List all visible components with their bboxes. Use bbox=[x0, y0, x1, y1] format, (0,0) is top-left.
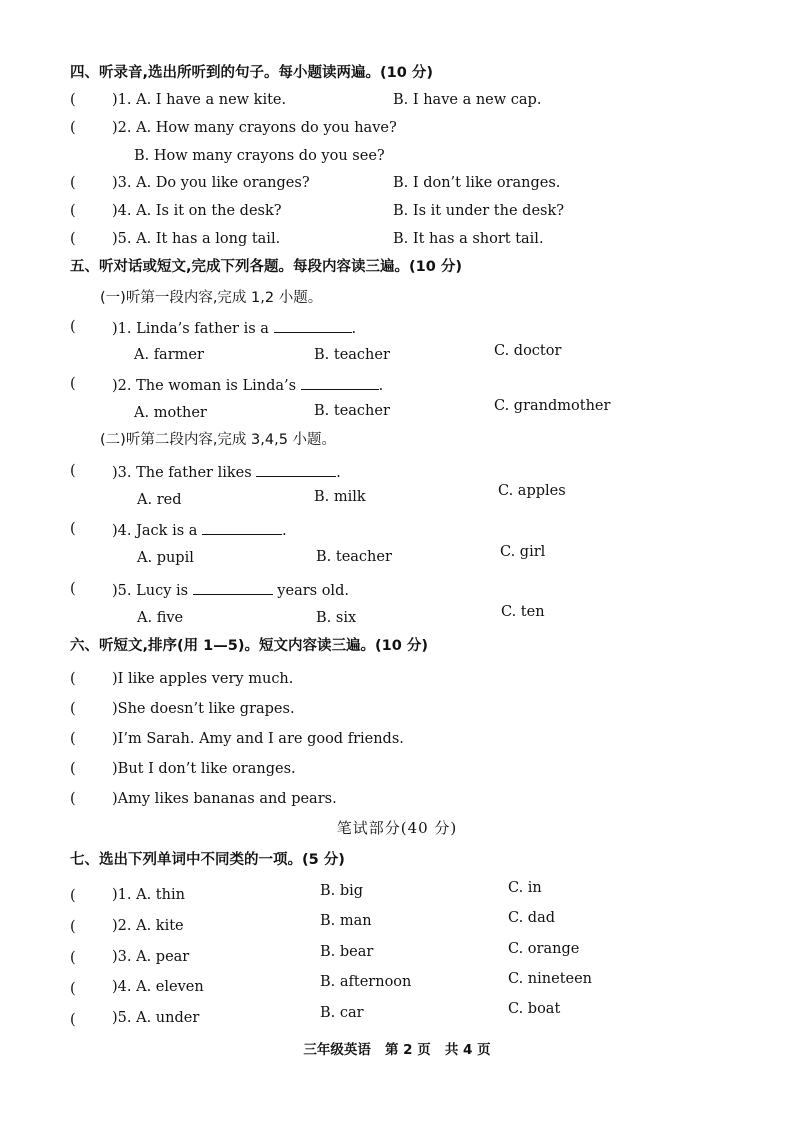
option-a: A. five bbox=[137, 610, 184, 626]
question-stem bbox=[112, 580, 349, 600]
option-c: C. orange bbox=[508, 941, 580, 957]
question-stem bbox=[112, 520, 287, 540]
option-a: )5. A. under bbox=[112, 1010, 200, 1026]
answer-paren: ( bbox=[70, 581, 76, 597]
option-b: B. bear bbox=[320, 944, 374, 960]
section-4-title: 四、听录音,选出所听到的句子。每小题读两遍。(10 分) bbox=[70, 65, 433, 81]
option-c: C. ten bbox=[501, 604, 545, 620]
option-a: A. mother bbox=[134, 405, 207, 421]
section-5-part-2: (二)听第二段内容,完成 3,4,5 小题。 bbox=[100, 432, 337, 448]
answer-paren: ( bbox=[70, 791, 76, 807]
question-stem bbox=[112, 375, 383, 395]
question-stem-text: )5. Lucy is bbox=[112, 583, 189, 599]
option-c: C. boat bbox=[508, 1001, 561, 1017]
option-a: )3. A. pear bbox=[112, 949, 190, 965]
section-5-title: 五、听对话或短文,完成下列各题。每段内容读三遍。(10 分) bbox=[70, 259, 462, 275]
option-b: B. afternoon bbox=[320, 974, 412, 990]
page-footer: 三年级英语 第 2 页 共 4 页 bbox=[303, 1042, 491, 1058]
question-option-b: B. Is it under the desk? bbox=[393, 203, 565, 219]
option-a: )2. A. kite bbox=[112, 918, 184, 934]
option-c: C. apples bbox=[498, 483, 566, 499]
option-a: A. red bbox=[137, 492, 182, 508]
written-part-heading: 笔试部分(40 分) bbox=[336, 819, 458, 837]
question-option-b: B. I don’t like oranges. bbox=[393, 175, 561, 191]
answer-paren: ( bbox=[70, 463, 76, 479]
option-c: C. girl bbox=[500, 544, 546, 560]
option-b: B. teacher bbox=[316, 549, 392, 565]
question-option-b: B. I have a new cap. bbox=[393, 92, 542, 108]
question-option-b: B. It has a short tail. bbox=[393, 231, 544, 247]
option-a: )4. A. eleven bbox=[112, 979, 204, 995]
answer-paren: ( bbox=[70, 175, 76, 191]
answer-paren: ( bbox=[70, 919, 76, 935]
answer-paren: ( bbox=[70, 950, 76, 966]
option-c: C. nineteen bbox=[508, 971, 593, 987]
option-a: A. farmer bbox=[134, 347, 204, 363]
question-stem bbox=[112, 462, 341, 482]
option-c: C. doctor bbox=[494, 343, 562, 359]
answer-paren: ( bbox=[70, 231, 76, 247]
option-c: C. dad bbox=[508, 910, 556, 926]
option-a: A. pupil bbox=[137, 550, 194, 566]
question-option-a: )5. A. It has a long tail. bbox=[112, 231, 281, 247]
answer-blank[interactable] bbox=[301, 375, 379, 390]
answer-paren: ( bbox=[70, 701, 76, 717]
option-b: B. car bbox=[320, 1005, 364, 1021]
question-stem-end: . bbox=[351, 321, 357, 337]
question-option-a: )2. A. How many crayons do you have? bbox=[112, 120, 397, 136]
option-c: C. grandmother bbox=[494, 398, 611, 414]
option-c: C. in bbox=[508, 880, 542, 896]
section-6-title: 六、听短文,排序(用 1—5)。短文内容读三遍。(10 分) bbox=[70, 638, 428, 654]
answer-paren: ( bbox=[70, 521, 76, 537]
answer-blank[interactable] bbox=[193, 580, 273, 595]
sentence: )But I don’t like oranges. bbox=[112, 761, 296, 777]
option-a: )1. A. thin bbox=[112, 887, 185, 903]
question-option-a: )3. A. Do you like oranges? bbox=[112, 175, 310, 191]
answer-paren: ( bbox=[70, 731, 76, 747]
answer-blank[interactable] bbox=[256, 462, 336, 477]
answer-paren: ( bbox=[70, 761, 76, 777]
answer-paren: ( bbox=[70, 981, 76, 997]
question-option-a: )1. A. I have a new kite. bbox=[112, 92, 287, 108]
option-b: B. milk bbox=[314, 489, 366, 505]
question-stem-text: )3. The father likes bbox=[112, 465, 252, 481]
sentence: )Amy likes bananas and pears. bbox=[112, 791, 337, 807]
answer-paren: ( bbox=[70, 671, 76, 687]
answer-paren: ( bbox=[70, 203, 76, 219]
question-option-a: )4. A. Is it on the desk? bbox=[112, 203, 282, 219]
answer-blank[interactable] bbox=[202, 520, 282, 535]
question-stem-text: )1. Linda’s father is a bbox=[112, 321, 269, 337]
question-stem-end: years old. bbox=[277, 583, 349, 599]
question-stem-end: . bbox=[336, 465, 341, 481]
answer-blank[interactable] bbox=[274, 318, 352, 333]
option-b: B. teacher bbox=[314, 347, 390, 363]
section-5-part-1: (一)听第一段内容,完成 1,2 小题。 bbox=[100, 290, 323, 306]
section-7-title: 七、选出下列单词中不同类的一项。(5 分) bbox=[70, 852, 345, 868]
sentence: )I like apples very much. bbox=[112, 671, 294, 687]
question-option-b: B. How many crayons do you see? bbox=[134, 148, 385, 164]
question-stem-text: )2. The woman is Linda’s bbox=[112, 378, 297, 394]
sentence: )I’m Sarah. Amy and I are good friends. bbox=[112, 731, 404, 747]
question-stem-end: . bbox=[378, 378, 384, 394]
answer-paren: ( bbox=[70, 888, 76, 904]
option-b: B. six bbox=[316, 610, 357, 626]
answer-paren: ( bbox=[70, 376, 76, 392]
answer-paren: ( bbox=[70, 92, 76, 108]
question-stem-text: )4. Jack is a bbox=[112, 523, 198, 539]
option-b: B. man bbox=[320, 913, 372, 929]
question-stem bbox=[112, 318, 356, 338]
question-stem-end: . bbox=[282, 523, 287, 539]
answer-paren: ( bbox=[70, 120, 76, 136]
option-b: B. teacher bbox=[314, 403, 390, 419]
sentence: )She doesn’t like grapes. bbox=[112, 701, 295, 717]
answer-paren: ( bbox=[70, 1012, 76, 1028]
option-b: B. big bbox=[320, 883, 364, 899]
answer-paren: ( bbox=[70, 319, 76, 335]
